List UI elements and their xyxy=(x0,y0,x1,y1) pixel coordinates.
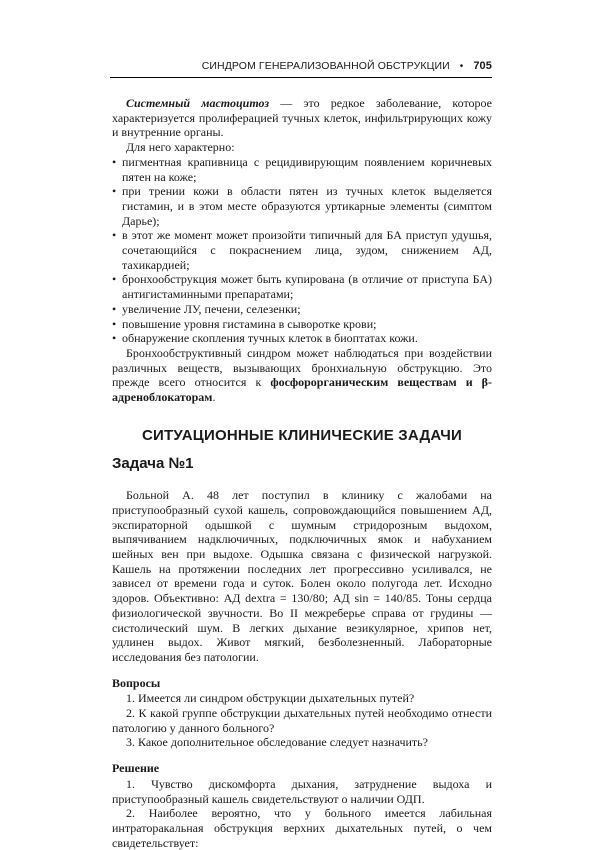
section-title: СИТУАЦИОННЫЕ КЛИНИЧЕСКИЕ ЗАДАЧИ xyxy=(142,426,462,444)
question-item: 2. К какой группе обструкции дыхательных путей необходимо отнести патологию у данного больного? xyxy=(112,706,492,735)
question-item: 3. Какое дополнительное обследование следует назначить? xyxy=(126,735,428,750)
closing-text: Бронхообструктивный синдром может наблюдаться при воздействии различных веществ, вызывающих бронхиальную обструкцию. Это прежде всего относится к xyxy=(112,345,492,390)
solution-item: 2. Наиболее вероятно, что у больного имеется лабильная интраторакальная обструкция верхних дыхательных путей, о чем свидетельствует: xyxy=(112,806,492,850)
list-item: • увеличение ЛУ, печени, селезенки; xyxy=(112,302,492,317)
list-item: • бронхообструкция может быть купирована (в отличие от приступа БА) антигистаминными препаратами; xyxy=(112,272,492,301)
closing-paragraph xyxy=(112,346,492,405)
task-title: Задача №1 xyxy=(112,455,194,473)
list-item: • обнаружение скопления тучных клеток в биоптатах кожи. xyxy=(112,331,492,346)
header-rule xyxy=(110,77,492,78)
list-item: • пигментная крапивница с рецидивирующим появлением коричневых пятен на коже; xyxy=(112,155,492,184)
solution-item: 1. Чувство дискомфорта дыхания, затруднение выдоха и приступообразный кашель свидетельствуют о наличии ОДП. xyxy=(112,776,492,806)
page-number: 705 xyxy=(473,60,492,72)
question-item: 1. Имеется ли синдром обструкции дыхательных путей? xyxy=(126,691,415,706)
solution-heading: Решение xyxy=(112,761,160,776)
definition-text: — это редкое заболевание, которое характеризуется пролиферацией тучных клеток, инфильтрирующих кожу и внутренние органы. xyxy=(112,96,493,140)
list-item: • в этот же момент может произойти типичный для БА приступ удушья, сочетающийся с покраснением лица, зудом, снижением АД, тахикардией; xyxy=(112,228,492,272)
closing-bold-text: фосфорорганическим веществам и β-адреноблокаторам xyxy=(112,375,493,405)
symptom-list xyxy=(112,155,492,346)
page-content xyxy=(112,96,492,850)
header-separator: • xyxy=(459,61,464,72)
list-item: • повышение уровня гистамина в сыворотке крови; xyxy=(112,317,492,332)
questions-heading: Вопросы xyxy=(112,675,161,690)
definition-paragraph xyxy=(112,96,492,140)
list-item: • при трении кожи в области пятен из тучных клеток выделяется гистамин, и в этом месте образуются уртикарные элементы (симптом Дарье); xyxy=(112,184,492,228)
running-header xyxy=(110,60,492,72)
list-lead: Для него характерно: xyxy=(126,140,235,155)
running-title: СИНДРОМ ГЕНЕРАЛИЗОВАННОЙ ОБСТРУКЦИИ xyxy=(201,60,450,72)
term-systemic-mastocytosis: Системный мастоцитоз xyxy=(126,96,270,110)
closing-end: . xyxy=(212,390,216,405)
task-text: Больной А. 48 лет поступил в клинику с жалобами на приступообразный сухой кашель, сопровождающийся повышением АД, экспираторной одышкой с шумным стридорозным выдохом, выпячиванием надключичных, подключичных ямок и набуханием шейных вен при выдохе. Одышка связана с физической нагрузкой. Кашель на протяжении последних лет прогрессивно усиливался, не зависел от времени года и суток. Болен около полугода лет. Исходно здоров. Объективно: АД dextra = 130/80; АД sin = 140/85. Тоны сердца физиологической звучности. Во II межреберье справа от грудины — систолический шум. В легких дыхание везикулярное, хрипов нет, удлинен выдох. Живот мягкий, безболезненный. Лабораторные исследования без патологии. xyxy=(112,488,492,664)
